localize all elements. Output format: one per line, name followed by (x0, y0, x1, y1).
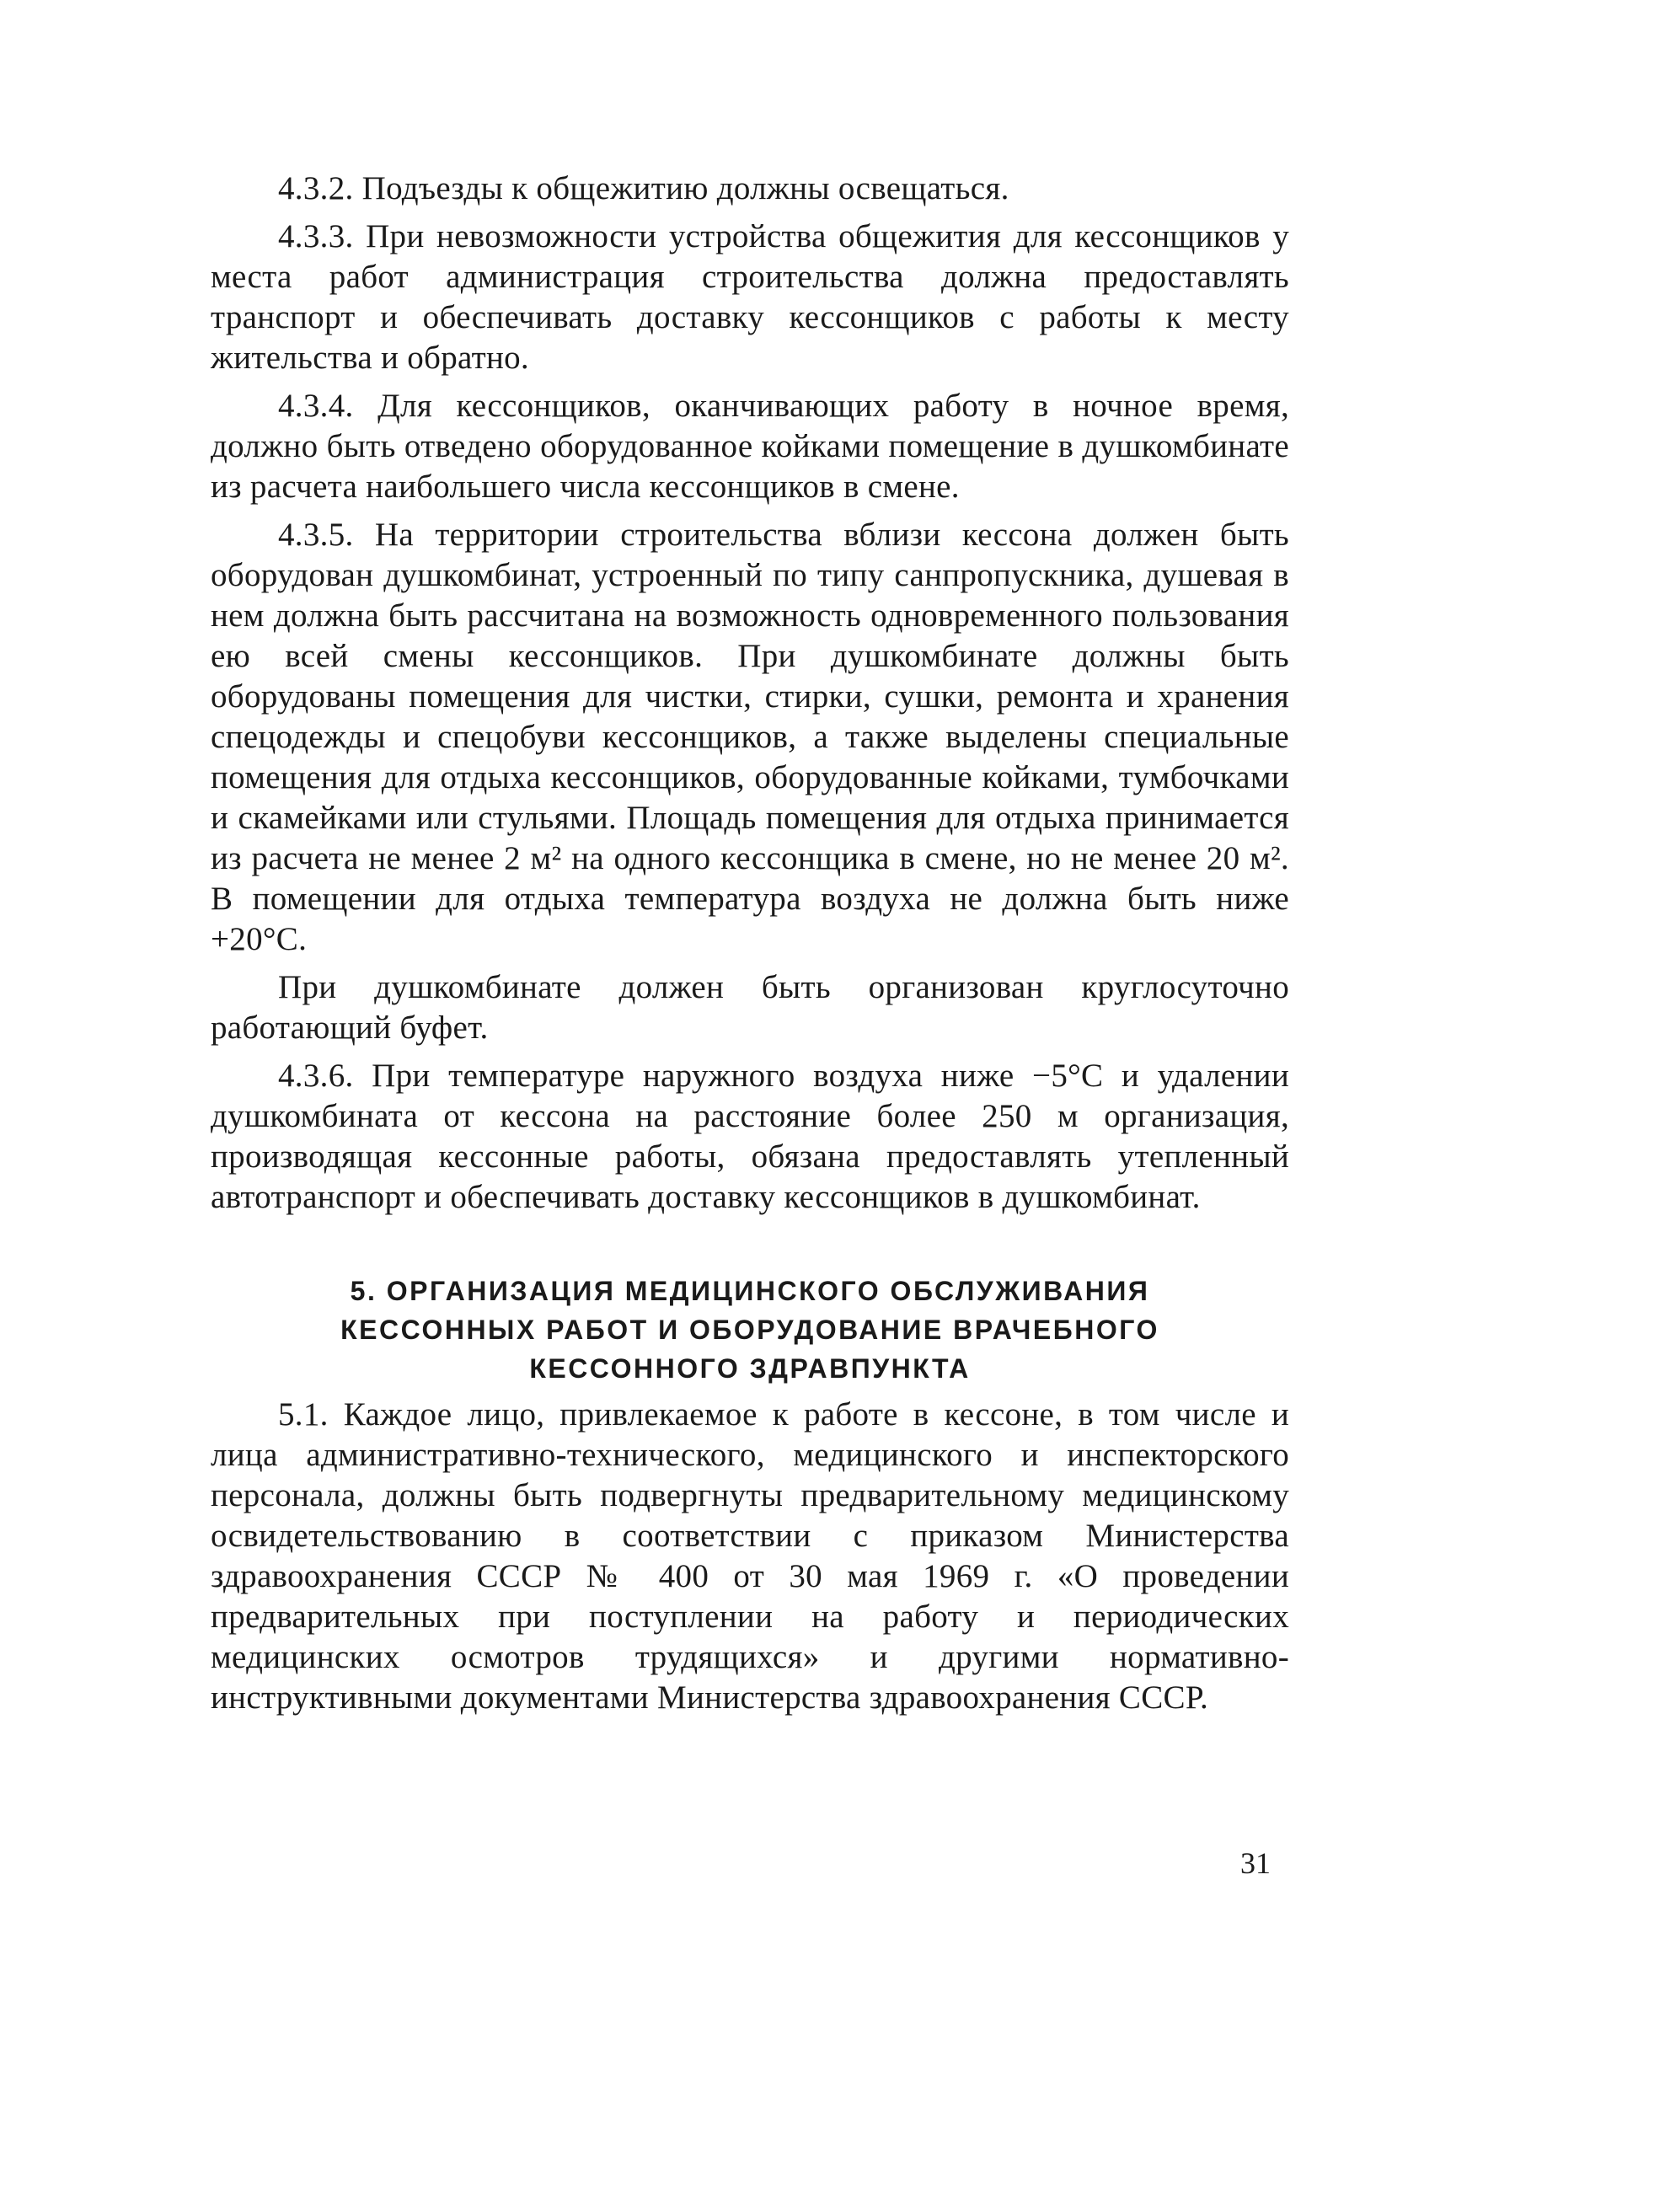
paragraph-buffet: При душкомбинате должен быть организован круглосуточно работающий буфет. (211, 969, 1289, 1046)
section-heading-line-3: КЕССОННОГО ЗДРАВПУНКТА (529, 1353, 971, 1384)
paragraph-4-3-6: 4.3.6. При температуре наружного воздуха ниже −5°С и удалении душкомбината от кессона на расстояние более 250 м организация, производящая кессонные работы, обязана предоставлять утепленный автотранспорт и обеспечивать доставку кессонщиков в душкомбинат. (211, 1058, 1289, 1215)
section-heading-line-2: КЕССОННЫХ РАБОТ И ОБОРУДОВАНИЕ ВРАЧЕБНОГО (340, 1315, 1159, 1345)
paragraph-4-3-3: 4.3.3. При невозможности устройства общежития для кессонщиков у места работ администрация строительства должна предоставлять транспорт и обеспечивать доставку кессонщиков с работы к месту жительства и обратно. (211, 218, 1289, 376)
page-number: 31 (1240, 1846, 1271, 1880)
paragraph-4-3-2: 4.3.2. Подъезды к общежитию должны освещаться. (278, 170, 1009, 206)
paragraph-5-1: 5.1. Каждое лицо, привлекаемое к работе в кессоне, в том числе и лица административно-технического, медицинского и инспекторского персонала, должны быть подвергнуты предварительному медицинскому освидетельствованию в соответствии с приказом Министерства здравоохранения СССР № 400 от 30 мая 1969 г. «О проведении предварительных при поступлении на работу и периодических медицинских осмотров трудящихся» и другими нормативно-инструктивными документами Министерства здравоохранения СССР. (211, 1396, 1289, 1716)
paragraph-4-3-5: 4.3.5. На территории строительства вблизи кессона должен быть оборудован душкомбинат, устроенный по типу санпропускника, душевая в нем должна быть рассчитана на возможность одновременного пользования ею всей смены кессонщиков. При душкомбинате должны быть оборудованы помещения для чистки, стирки, сушки, ремонта и хранения спецодежды и спецобуви кессонщиков, а также выделены специальные помещения для отдыха кессонщиков, оборудованные койками, тумбочками и скамейками или стульями. Площадь помещения для отдыха принимается из расчета не менее 2 м² на одного кессонщика в смене, но не менее 20 м². В помещении для отдыха температура воздуха не должна быть ниже +20°С. (211, 517, 1289, 957)
paragraph-4-3-4: 4.3.4. Для кессонщиков, оканчивающих работу в ночное время, должно быть отведено оборудованное койками помещение в душкомбинате из расчета наибольшего числа кессонщиков в смене. (211, 388, 1289, 505)
section-heading-line-1: 5. ОРГАНИЗАЦИЯ МЕДИЦИНСКОГО ОБСЛУЖИВАНИЯ (350, 1276, 1150, 1306)
section-heading (211, 1272, 1289, 1388)
document-page (211, 169, 1289, 1726)
